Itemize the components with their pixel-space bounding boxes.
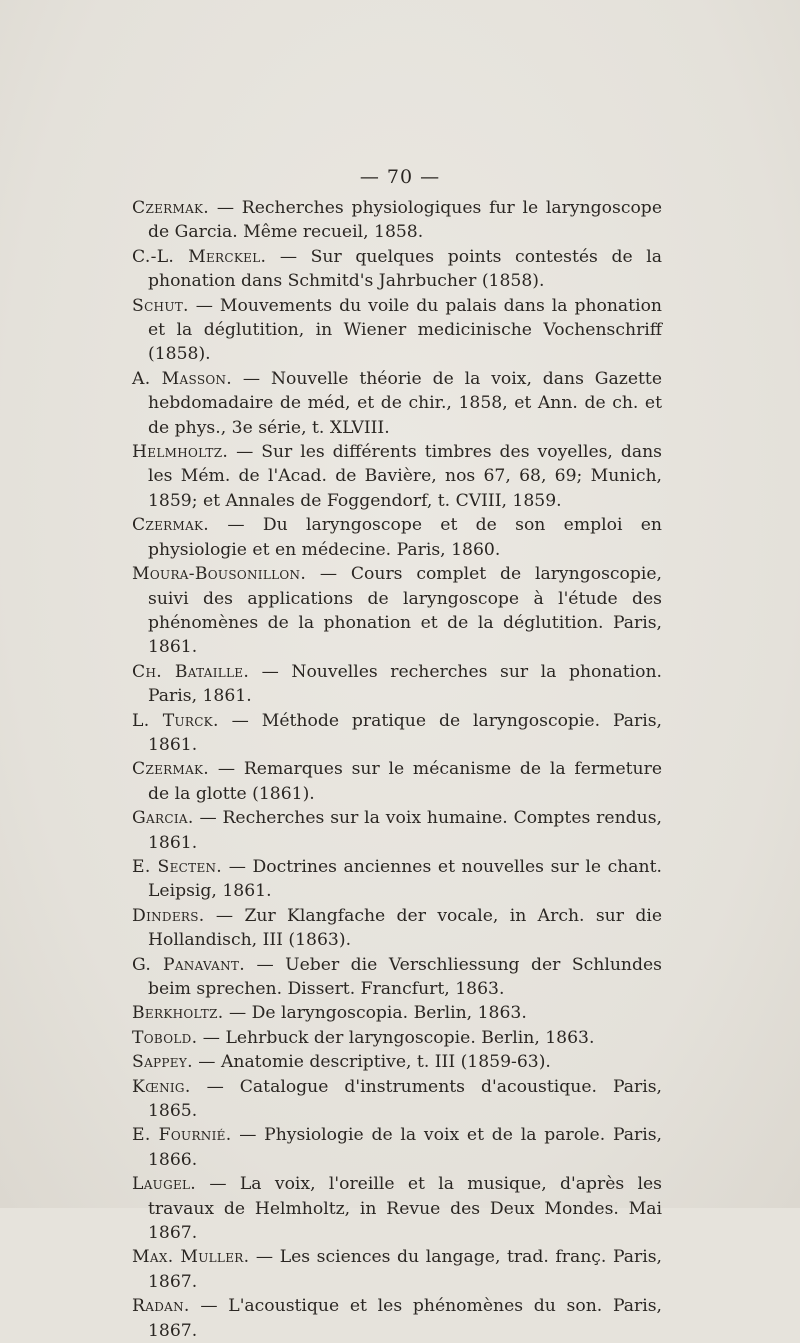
entry-author: Garcia.	[132, 808, 194, 829]
entry-author: G. Panavant.	[132, 954, 245, 975]
bibliography-entry	[132, 660, 662, 709]
bibliography-list	[132, 196, 662, 1343]
bibliography-entry	[132, 1245, 662, 1294]
entry-text: — Anatomie descriptive, t. III (1859-63).	[192, 1052, 551, 1073]
entry-author: A. Masson.	[132, 368, 233, 389]
entry-author: Kœnig.	[132, 1076, 191, 1097]
bibliography-entry	[132, 1026, 662, 1050]
entry-text: — Recherches physiologiques fur le laryngoscope de Garcia. Même recueil, 1858.	[148, 198, 662, 243]
bibliography-entry	[132, 757, 662, 806]
bibliography-entry	[132, 196, 662, 245]
bibliography-entry	[132, 1172, 662, 1245]
entry-author: Czermak.	[132, 759, 210, 780]
bibliography-entry	[132, 855, 662, 904]
bibliography-entry	[132, 1001, 662, 1025]
entry-author: L. Turck.	[132, 710, 219, 731]
entry-text: — Catalogue d'instruments d'acoustique. Paris, 1865.	[148, 1076, 662, 1122]
entry-author: E. Secten.	[132, 856, 223, 877]
bibliography-entry	[132, 1050, 662, 1074]
bibliography-entry	[132, 904, 662, 953]
bibliography-entry	[132, 1075, 662, 1124]
entry-author: Czermak.	[132, 198, 210, 218]
entry-text: — Mouvements du voile du palais dans la phonation et la déglutition, in Wiener medicinische Vochenschriff (1858).	[148, 295, 662, 365]
entry-author: Radan.	[132, 1296, 190, 1317]
entry-author: Moura-Bousonillon.	[132, 564, 307, 585]
entry-text: — Lehrbuck der laryngoscopie. Berlin, 1863.	[197, 1027, 595, 1048]
bibliography-entry	[132, 294, 662, 367]
entry-author: Sappey.	[132, 1052, 193, 1073]
entry-author: Czermak.	[132, 515, 210, 536]
entry-text: — Doctrines anciennes et nouvelles sur le chant. Leipsig, 1861.	[148, 856, 662, 902]
bibliography-entry	[132, 513, 662, 562]
entry-author: Schut.	[132, 295, 189, 316]
bibliography-entry	[132, 367, 662, 440]
entry-text: — Sur les différents timbres des voyelles, dans les Mém. de l'Acad. de Bavière, nos 67, 68, 69; Munich, 1859; et Annales de Foggendorf, t. CVIII, 1859.	[148, 442, 662, 511]
bibliography-entry	[132, 953, 662, 1002]
entry-author: Max. Muller.	[132, 1247, 250, 1268]
bibliography-entry	[132, 709, 662, 758]
bibliography-entry	[132, 1123, 662, 1172]
entry-author: Ch. Bataille.	[132, 661, 250, 682]
entry-text: — Physiologie de la voix et de la parole. Paris, 1866.	[148, 1125, 662, 1170]
bibliography-entry	[132, 562, 662, 660]
entry-text: — Remarques sur le mécanisme de la fermeture de la glotte (1861).	[148, 759, 662, 804]
entry-author: Dinders.	[132, 905, 205, 926]
entry-text: — Les sciences du langage, trad. franç. Paris, 1867.	[148, 1247, 662, 1292]
entry-author: Tobold.	[132, 1027, 198, 1048]
entry-text: — Nouvelle théorie de la voix, dans Gazette hebdomadaire de méd, et de chir., 1858, et Ann. de ch. et de phys., 3e série, t. XLVIII.	[148, 368, 662, 438]
bibliography-entry	[132, 1294, 662, 1343]
bibliography-entry	[132, 806, 662, 855]
entry-text: — L'acoustique et les phénomènes du son. Paris, 1867.	[148, 1296, 662, 1341]
entry-text: — Cours complet de laryngoscopie, suivi des applications de laryngoscope à l'étude des phénomènes de la phonation et de la déglutition. Paris, 1861.	[148, 564, 662, 658]
entry-author: Laugel.	[132, 1174, 197, 1195]
entry-author: E. Fournié.	[132, 1125, 232, 1146]
entry-text: — La voix, l'oreille et la musique, d'après les travaux de Helmholtz, in Revue des Deux Mondes. Mai 1867.	[148, 1174, 662, 1244]
entry-text: — Zur Klangfache der vocale, in Arch. sur die Hollandisch, III (1863).	[148, 905, 662, 951]
entry-author: Berkholtz.	[132, 1003, 224, 1024]
entry-text: — Méthode pratique de laryngoscopie. Paris, 1861.	[148, 710, 663, 755]
entry-text: — Ueber die Verschliessung der Schlundes beim sprechen. Dissert. Francfurt, 1863.	[148, 954, 662, 999]
entry-text: — Nouvelles recherches sur la phonation. Paris, 1861.	[148, 661, 662, 707]
entry-text: — De laryngoscopia. Berlin, 1863.	[223, 1003, 527, 1024]
bibliography-entry	[132, 245, 662, 294]
entry-text: — Sur quelques points contestés de la phonation dans Schmitd's Jahrbucher (1858).	[148, 246, 662, 292]
bibliography-entry	[132, 440, 662, 513]
page-number: — 70 —	[359, 166, 441, 188]
entry-author: Helmholtz.	[132, 442, 229, 463]
entry-text: — Du laryngoscope et de son emploi en physiologie et en médecine. Paris, 1860.	[148, 515, 662, 560]
entry-text: — Recherches sur la voix humaine. Comptes rendus, 1861.	[148, 808, 662, 853]
entry-author: C.-L. Merckel.	[132, 246, 267, 267]
